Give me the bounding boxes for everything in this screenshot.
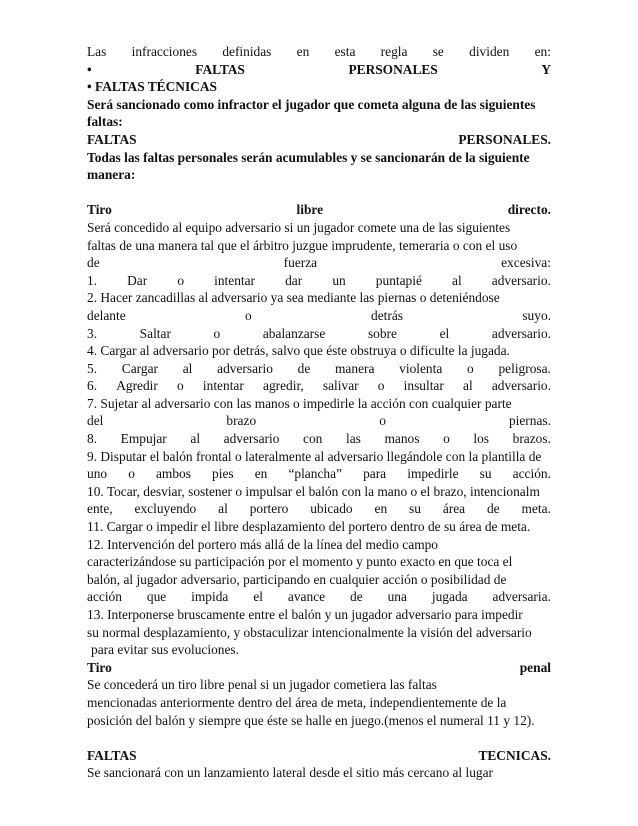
text-line [87,78,551,96]
text-run: de [350,589,363,605]
text-run: del [87,413,104,429]
text-run: manera [335,360,375,376]
text-run: Dar [127,272,148,288]
text-run: ubicado [310,501,353,517]
text-run: en [374,501,388,517]
text-line [87,237,551,255]
text-run: insultar [403,378,444,394]
text-run: agredir, [263,378,304,394]
text-run: • [87,61,92,77]
text-line [87,377,551,395]
text-run: Empujar [120,431,167,447]
text-line [87,272,551,290]
text-run: adversario [223,431,280,447]
text-line [87,500,551,518]
text-run: 5. [87,360,98,376]
text-run: área [442,501,466,517]
text-run: el [253,589,263,605]
text-line [87,536,551,554]
text-run: posición del balón y siempre que éste se halle en juego.(menos el numeral 11 y 12). [87,712,535,728]
text-line [87,553,551,571]
text-run: directo. [507,202,551,218]
text-line [87,96,551,114]
text-run: manos [384,431,420,447]
text-run: de [297,360,311,376]
text-run: dar [285,272,303,288]
text-run: adversario [217,360,273,376]
text-run: en: [534,44,551,59]
text-run: 6. [87,378,98,394]
text-line [87,201,551,219]
text-run: al [452,272,462,288]
text-run: definidas [222,44,272,59]
text-line [87,624,551,642]
text-run: faltas: [87,114,123,130]
text-run: una [387,589,407,605]
text-run: los [473,431,490,447]
text-run: adversario. [491,272,551,288]
text-run: delante [87,307,126,323]
text-run: adversario. [491,378,551,394]
text-run: o [177,272,185,288]
text-run: adversaria. [492,589,551,605]
text-run: al [182,360,193,376]
text-run: violenta [399,360,443,376]
text-run: abalanzarse [262,325,326,341]
text-run: brazos. [512,431,551,447]
text-run: las [346,431,361,447]
text-run: dividen [469,44,510,59]
text-run: para evitar sus evoluciones. [91,642,239,658]
text-run: ente, [87,501,113,517]
text-line [87,61,551,79]
text-run: 13. Interponerse bruscamente entre el balón y un jugador adversario para impedir [87,607,523,622]
text-run: pies [212,466,234,482]
text-run: 8. [87,431,98,447]
text-run: al [218,501,228,517]
text-run: meta. [521,501,551,517]
text-run: excesiva: [501,255,551,271]
text-run: o [443,431,450,447]
text-run: detrás [371,307,404,323]
text-run: 11. Cargar o impedir el libre desplazamiento del portero dentro de su área de meta. [87,519,531,535]
text-line [87,113,551,131]
text-run: FALTAS [87,747,137,763]
text-run: 3. [87,325,98,341]
text-run: en [254,466,268,482]
text-run: o [177,378,184,394]
text-run: avance [287,589,326,605]
text-line [87,448,551,466]
text-line [87,694,551,712]
text-line [87,254,551,272]
text-run: 1. [87,272,98,288]
text-line [87,518,551,536]
text-run: o [245,307,252,323]
text-line [87,712,551,730]
text-line [87,342,551,360]
text-line [87,483,551,501]
text-line [87,360,551,378]
text-run: al [190,431,201,447]
text-run: o [467,360,474,376]
text-run: penal [519,659,551,675]
document-page [87,43,551,782]
text-run: 9. Disputar el balón frontal o lateralmente al adversario llegándole con la plantilla de [87,448,542,464]
text-run: adversario. [491,325,551,341]
text-run: mencionadas anteriormente dentro del área de meta, independientemente de la [87,694,507,710]
text-run: intentar [214,272,256,288]
text-line [87,588,551,606]
text-line [87,465,551,483]
text-run: Saltar [139,325,171,341]
text-run: FALTAS [195,61,245,77]
text-run: intentar [202,378,244,394]
text-run: peligrosa. [498,360,551,376]
text-run: 7. Sujetar al adversario con las manos o impedirle la acción con cualquier parte [87,395,512,411]
text-line [87,395,551,413]
text-run: Se concederá un tiro libre penal si un jugador cometiera las faltas [87,677,437,693]
text-run: balón, al jugador adversario, participando en cualquier acción o posibilidad de [87,571,507,587]
text-line [87,659,551,677]
text-line [87,307,551,325]
text-run: ambos [155,466,191,482]
text-run: piernas. [508,413,551,429]
text-line [87,676,551,694]
text-run: regla [380,44,408,59]
text-run: suyo. [522,307,551,323]
text-run: en [296,44,310,59]
text-run: faltas de una manera tal que el árbitro juzgue imprudente, temeraria o con el uso [87,237,518,253]
text-line [87,289,551,307]
text-line [87,641,551,659]
text-run: al [463,378,473,394]
text-run: que [146,589,167,605]
text-run: se [432,44,444,59]
text-run: caracterizándose su participación por el momento y punto exacto en que toca el [87,554,513,570]
text-run: FALTAS [87,131,137,147]
text-run: PERSONALES. [458,131,551,147]
text-run: o [128,466,135,482]
text-run: libre [296,202,324,218]
text-run: Y [541,61,551,77]
text-run: impida [191,589,229,605]
text-run: su [409,501,421,517]
text-line [87,131,551,149]
text-run: Las [87,44,107,59]
text-run: salivar [322,378,359,394]
text-run: uno [87,466,108,482]
text-run: Agredir [116,378,158,394]
text-line [87,606,551,624]
text-run: con [303,431,323,447]
text-line [87,219,551,237]
text-run: 12. Intervención del portero más allá de la línea del medio campo [87,536,439,552]
text-run: o [377,378,385,394]
text-line [87,412,551,430]
text-run: excluyendo [134,501,197,517]
text-run: Será concedido al equipo adversario si un jugador comete una de las siguientes [87,219,511,235]
blank-line [87,184,551,202]
text-run: su [479,466,492,482]
text-line [87,149,551,167]
text-run: infracciones [131,44,198,59]
text-line [87,747,551,765]
text-line [87,430,551,448]
text-line [87,764,551,782]
text-run: Se sancionará con un lanzamiento lateral desde el sitio más cercano al lugar [87,765,494,781]
text-run: 2. Hacer zancadillas al adversario ya sea mediante las piernas o deteniéndose [87,290,500,306]
text-run: 10. Tocar, desviar, sostener o impulsar el balón con la mano o el brazo, intencionalm [87,483,540,499]
text-run: manera: [87,167,136,183]
blank-line [87,729,551,747]
text-run: Será sancionado como infractor el jugador que cometa alguna de las siguientes [87,96,536,112]
text-run: acción. [512,466,551,482]
text-run: PERSONALES [348,61,438,77]
text-run: puntapié [375,272,422,288]
text-run: sobre [367,325,397,341]
text-run: portero [249,501,289,517]
text-run: TECNICAS. [478,747,551,763]
text-run: de [87,255,100,271]
text-run: acción [87,589,122,605]
text-run: Cargar [121,360,158,376]
text-line [87,325,551,343]
text-run: su normal desplazamiento, y obstaculizar intencionalmente la visión del adversario [87,624,532,640]
text-line [87,43,551,61]
text-run: esta [334,44,356,59]
text-run: fuerza [283,255,318,271]
text-line [87,166,551,184]
text-run: Todas las faltas personales serán acumulables y se sancionarán de la siguiente [87,149,530,165]
text-run: 4. Cargar al adversario por detrás, salvo que éste obstruya o dificulte la jugada. [87,343,510,359]
text-run: o [379,413,386,429]
text-run: el [439,325,450,341]
text-run: para [363,466,387,482]
text-run: Tiro [87,202,112,218]
text-run: • FALTAS TÉCNICAS [87,79,217,95]
text-run: Tiro [87,659,112,675]
text-run: brazo [226,413,257,429]
text-run: un [332,272,346,288]
text-run: de [486,501,500,517]
text-run: o [213,325,221,341]
text-run: impedirle [407,466,459,482]
text-line [87,571,551,589]
text-run: jugada [431,589,468,605]
text-run: “plancha” [288,466,342,482]
